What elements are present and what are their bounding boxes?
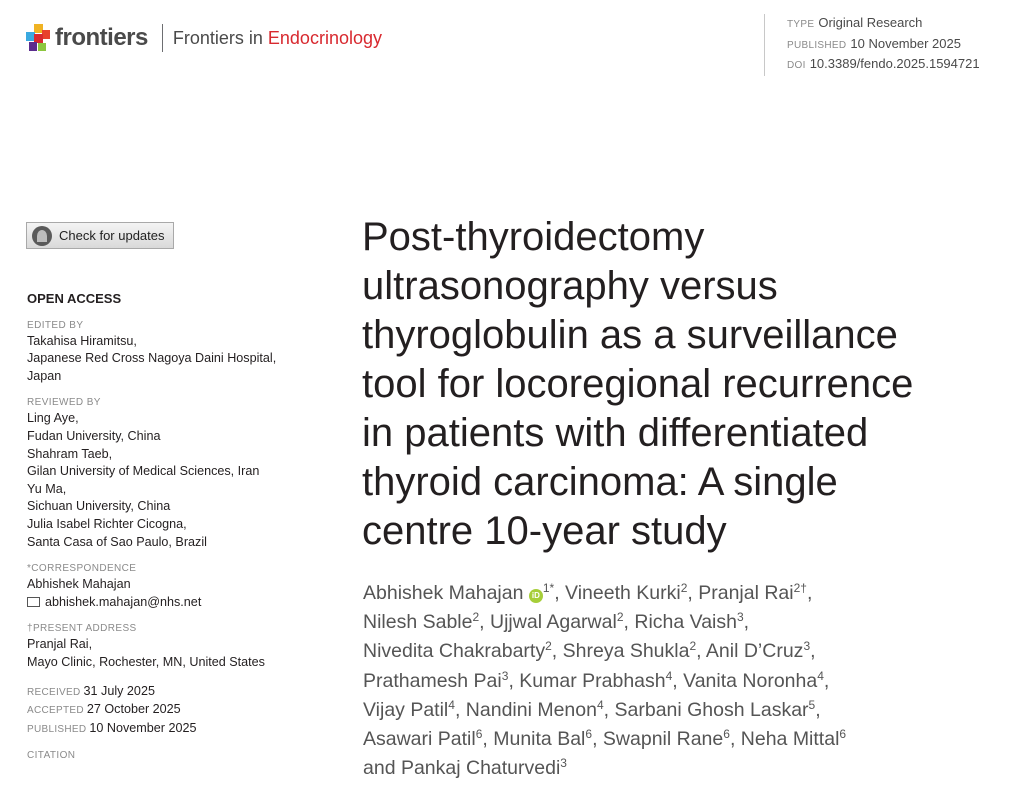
author-line: Nilesh Sable$^2$, Ujjwal Agarwal$^2$, Richa Vaish$^3$, bbox=[363, 610, 750, 634]
author-affiliation-mark: 6 bbox=[475, 727, 483, 742]
reviewer-line: Ling Aye, bbox=[27, 411, 79, 426]
author-affiliation-mark: 2 bbox=[545, 639, 552, 654]
citation-label: CITATION bbox=[27, 750, 76, 762]
title-line: ultrasonography versus bbox=[362, 264, 778, 308]
open-access-label: OPEN ACCESS bbox=[27, 291, 122, 306]
author-affiliation-mark: 2 bbox=[680, 581, 688, 595]
author-name[interactable]: Vineeth Kurki bbox=[565, 582, 681, 604]
author-name[interactable]: Pankaj Chaturvedi bbox=[400, 757, 561, 780]
author-name[interactable]: Vijay Patil bbox=[363, 698, 449, 721]
reviewed-by-label: REVIEWED BY bbox=[27, 397, 101, 409]
crossmark-icon bbox=[32, 226, 52, 246]
author-name[interactable]: Abhishek Mahajan bbox=[363, 582, 524, 604]
edited-by-label: EDITED BY bbox=[27, 319, 84, 331]
author-affiliation-mark: 4 bbox=[448, 697, 455, 712]
author-affiliation-mark: 4 bbox=[596, 697, 604, 712]
author-name[interactable]: Ujjwal Agarwal bbox=[490, 611, 617, 634]
meta-doi-label: DOI bbox=[787, 60, 806, 71]
email-icon bbox=[27, 597, 40, 607]
journal-name bbox=[173, 28, 382, 49]
author-affiliation-mark: 3 bbox=[560, 756, 567, 771]
author-affiliation-mark: 5 bbox=[808, 697, 816, 712]
present-address-label: †PRESENT ADDRESS bbox=[27, 623, 137, 635]
meta-doi-value[interactable]: 10.3389/fendo.2025.1594721 bbox=[809, 56, 980, 71]
published-value: 10 November 2025 bbox=[89, 720, 197, 735]
brand-name: frontiers bbox=[55, 24, 148, 51]
author-name[interactable]: Nivedita Chakrabarty bbox=[363, 640, 546, 663]
meta-published-label: PUBLISHED bbox=[787, 39, 847, 51]
meta-type-label: TYPE bbox=[787, 19, 815, 30]
author-affiliation-mark: 6 bbox=[839, 727, 847, 742]
received-value: 31 July 2025 bbox=[83, 683, 155, 698]
author-line: Abhishek Mahajan $iD^{1*}$, Vineeth Kurki$^2$, Pranjal Rai$^{2\dagger}$, bbox=[363, 581, 813, 604]
published-label: PUBLISHED bbox=[27, 723, 87, 735]
title-line: thyroglobulin as a surveillance bbox=[362, 313, 898, 357]
frontiers-logo-icon bbox=[26, 24, 50, 52]
correspondence-label: *CORRESPONDENCE bbox=[27, 563, 137, 575]
author-line: Nivedita Chakrabarty$^2$, Shreya Shukla$^2$, Anil D’Cruz$^3$, bbox=[363, 639, 816, 663]
reviewer-line: Santa Casa of Sao Paulo, Brazil bbox=[27, 534, 207, 549]
author-affiliation-mark: 3 bbox=[803, 639, 811, 654]
author-name[interactable]: Sarbani Ghosh Laskar bbox=[614, 698, 809, 721]
author-name[interactable]: Kumar Prabhash bbox=[519, 669, 666, 692]
author-affiliation-mark: 1* bbox=[542, 581, 555, 595]
author-name[interactable]: Nandini Menon bbox=[465, 698, 597, 721]
author-affiliation-mark: 4 bbox=[817, 668, 824, 683]
logo-divider bbox=[162, 24, 163, 52]
author-affiliation-mark: 4 bbox=[665, 668, 673, 683]
author-name[interactable]: Richa Vaish bbox=[634, 611, 737, 634]
editor-line: Takahisa Hiramitsu, bbox=[27, 333, 137, 348]
author-affiliation-mark: 3 bbox=[736, 610, 744, 625]
journal-subject: Endocrinology bbox=[267, 27, 382, 48]
meta-type-value: Original Research bbox=[818, 15, 923, 30]
author-line: Vijay Patil$^4$, Nandini Menon$^4$, Sarbani Ghosh Laskar$^5$, bbox=[363, 697, 821, 721]
author-name[interactable]: Munita Bal bbox=[493, 728, 586, 751]
published-date bbox=[27, 720, 317, 739]
meta-doi bbox=[787, 55, 980, 76]
orcid-icon[interactable]: iD bbox=[529, 589, 543, 603]
article-meta bbox=[764, 14, 980, 76]
author-name[interactable]: Prathamesh Pai bbox=[363, 669, 502, 692]
reviewer-line: Shahram Taeb, bbox=[27, 446, 113, 461]
author-line: Prathamesh Pai$^3$, Kumar Prabhash$^4$, Vanita Noronha$^4$, bbox=[363, 668, 830, 692]
author-list bbox=[363, 579, 933, 783]
author-affiliation-mark: 2† bbox=[793, 581, 807, 595]
author-name[interactable]: Shreya Shukla bbox=[562, 640, 690, 663]
received-date bbox=[27, 683, 317, 702]
meta-published bbox=[787, 35, 980, 56]
author-line: and Pankaj Chaturvedi$^3$ bbox=[363, 756, 567, 780]
article-dates bbox=[27, 683, 317, 739]
accepted-label: ACCEPTED bbox=[27, 705, 84, 717]
author-name[interactable]: Neha Mittal bbox=[740, 728, 840, 751]
accepted-value: 27 October 2025 bbox=[86, 702, 181, 717]
check-for-updates-label: Check for updates bbox=[59, 228, 165, 243]
check-for-updates-button[interactable] bbox=[26, 222, 174, 249]
reviewer-line: Fudan University, China bbox=[27, 428, 161, 443]
author-line: Asawari Patil$^6$, Munita Bal$^6$, Swapnil Rane$^6$, Neha Mittal$^6$ bbox=[363, 727, 847, 751]
title-line: centre 10-year study bbox=[362, 509, 727, 553]
reviewer-line: Sichuan University, China bbox=[27, 499, 171, 514]
received-label: RECEIVED bbox=[27, 686, 81, 698]
present-address-line: Mayo Clinic, Rochester, MN, United States bbox=[27, 654, 265, 669]
author-name[interactable]: Pranjal Rai bbox=[698, 582, 794, 604]
author-affiliation-mark: 6 bbox=[585, 727, 593, 742]
correspondence-email-row bbox=[27, 594, 317, 612]
journal-prefix: Frontiers in bbox=[172, 27, 263, 48]
author-affiliation-mark: 3 bbox=[501, 668, 509, 683]
frontiers-logo[interactable] bbox=[26, 24, 382, 52]
title-line: tool for locoregional recurrence bbox=[362, 362, 914, 406]
article-title bbox=[362, 213, 1002, 556]
editor-line: Japan bbox=[27, 368, 62, 383]
author-name[interactable]: Asawari Patil bbox=[363, 728, 476, 751]
author-name[interactable]: Anil D’Cruz bbox=[705, 640, 804, 663]
author-affiliation-mark: 2 bbox=[689, 639, 697, 654]
author-name[interactable]: Swapnil Rane bbox=[602, 728, 724, 751]
title-line: in patients with differentiated bbox=[362, 411, 869, 455]
reviewer-line: Julia Isabel Richter Cicogna, bbox=[27, 516, 187, 531]
author-name[interactable]: Nilesh Sable bbox=[363, 611, 473, 634]
accepted-date bbox=[27, 701, 317, 720]
author-name[interactable]: Vanita Noronha bbox=[683, 669, 818, 692]
article-sidebar bbox=[27, 290, 317, 763]
meta-type bbox=[787, 14, 980, 35]
correspondence-email[interactable]: abhishek.mahajan@nhs.net bbox=[45, 594, 202, 609]
title-line: thyroid carcinoma: A single bbox=[362, 460, 838, 504]
present-address-line: Pranjal Rai, bbox=[27, 637, 93, 652]
reviewer-line: Yu Ma, bbox=[27, 481, 67, 496]
author-affiliation-mark: 6 bbox=[723, 727, 730, 742]
meta-published-value: 10 November 2025 bbox=[850, 35, 961, 51]
reviewer-line: Gilan University of Medical Sciences, Iran bbox=[27, 464, 260, 479]
title-line: Post-thyroidectomy bbox=[362, 215, 705, 259]
author-affiliation-mark: 2 bbox=[472, 610, 480, 625]
correspondence-name: Abhishek Mahajan bbox=[27, 577, 131, 592]
author-affiliation-mark: 2 bbox=[616, 610, 624, 625]
editor-line: Japanese Red Cross Nagoya Daini Hospital, bbox=[27, 351, 277, 366]
